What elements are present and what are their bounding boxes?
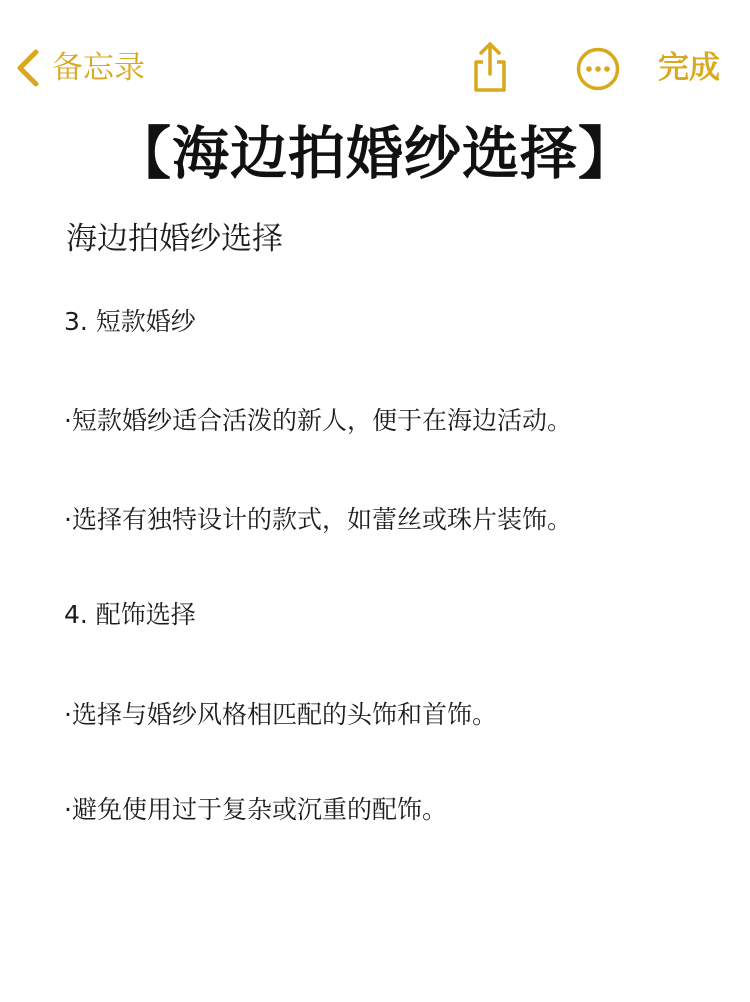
note-heading: 海边拍婚纱选择 bbox=[66, 221, 283, 257]
note-title: 【海边拍婚纱选择】 bbox=[114, 121, 636, 187]
bullet-line: ·短款婚纱适合活泼的新人，便于在海边活动。 bbox=[64, 406, 572, 435]
navigation-bar bbox=[0, 0, 750, 130]
bullet-line: ·选择有独特设计的款式，如蕾丝或珠片装饰。 bbox=[64, 505, 572, 534]
section-heading: 4. 配饰选择 bbox=[64, 600, 196, 629]
bullet-line: ·避免使用过于复杂或沉重的配饰。 bbox=[64, 795, 447, 824]
bullet-line: ·选择与婚纱风格相匹配的头饰和首饰。 bbox=[64, 700, 497, 729]
more-icon bbox=[576, 47, 620, 91]
chevron-left-icon bbox=[14, 48, 40, 88]
back-button[interactable] bbox=[14, 46, 145, 90]
back-label: 备忘录 bbox=[52, 50, 145, 86]
share-button[interactable] bbox=[470, 40, 510, 94]
share-icon bbox=[470, 40, 510, 94]
done-button[interactable]: 完成 bbox=[658, 50, 720, 86]
section-heading: 3. 短款婚纱 bbox=[64, 307, 196, 336]
more-button[interactable] bbox=[576, 47, 620, 91]
